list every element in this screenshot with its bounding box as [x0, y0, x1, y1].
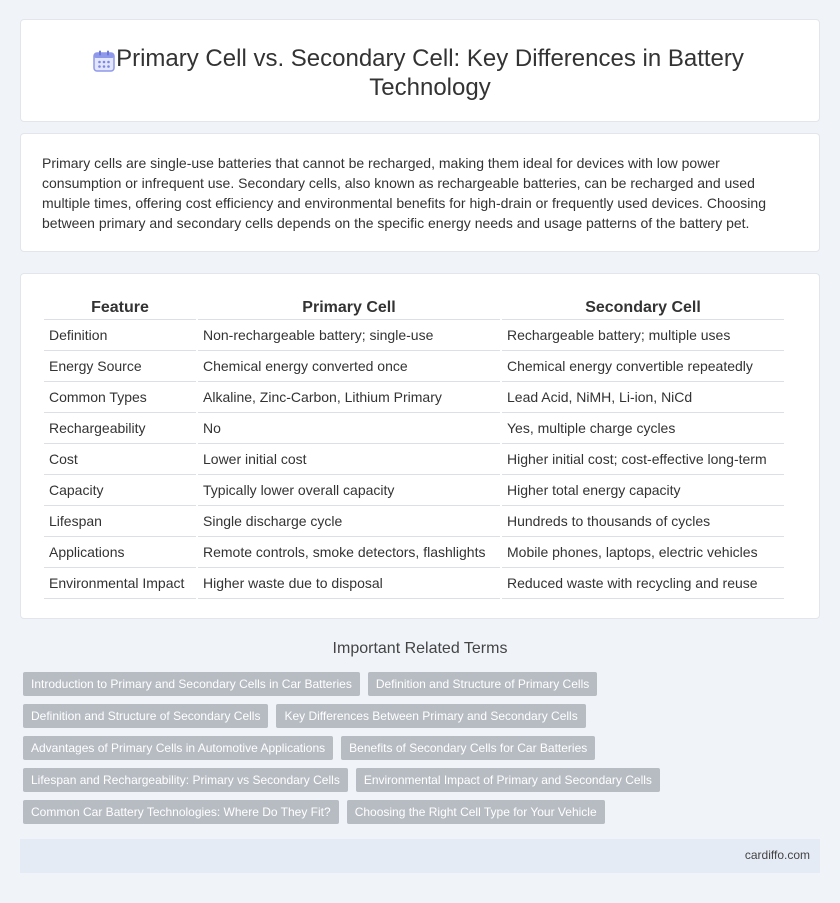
intro-paragraph: Primary cells are single-use batteries that cannot be recharged, making them ideal for devices with low power consumption or infrequent use. Secondary cells, also known as rechargeable batteries, can be recharged and used multiple times, offering cost efficiency and environmental benefits for high-drain or frequently used devices. Choosing between primary and secondary cells depends on the specific energy needs and usage patterns of the battery pet.: [42, 155, 766, 231]
related-terms-list: [23, 672, 803, 824]
related-terms-title: Important Related Terms: [332, 640, 508, 657]
related-term-tag[interactable]: Benefits of Secondary Cells for Car Batteries: [341, 736, 595, 760]
table-cell: Higher initial cost; cost-effective long-term: [502, 444, 784, 475]
table-cell: Energy Source: [44, 351, 196, 382]
table-row: [44, 320, 784, 351]
related-term-tag[interactable]: Environmental Impact of Primary and Secondary Cells: [356, 768, 660, 792]
table-row: [44, 382, 784, 413]
intro-card: [20, 133, 820, 252]
table-row: [44, 413, 784, 444]
comparison-card: [20, 273, 820, 619]
table-cell: Yes, multiple charge cycles: [502, 413, 784, 444]
table-row: [44, 506, 784, 537]
table-row: [44, 351, 784, 382]
table-cell: Rechargeability: [44, 413, 196, 444]
table-cell: Definition: [44, 320, 196, 351]
footer-site-link[interactable]: cardiffo.com: [744, 848, 810, 862]
table-cell: Alkaline, Zinc-Carbon, Lithium Primary: [198, 382, 500, 413]
header-card: [20, 19, 820, 122]
table-cell: Environmental Impact: [44, 568, 196, 599]
table-cell: Cost: [44, 444, 196, 475]
table-cell: Non-rechargeable battery; single-use: [198, 320, 500, 351]
table-cell: Hundreds to thousands of cycles: [502, 506, 784, 537]
table-cell: Reduced waste with recycling and reuse: [502, 568, 784, 599]
related-term-tag[interactable]: Choosing the Right Cell Type for Your Vehicle: [347, 800, 605, 824]
related-term-tag[interactable]: Definition and Structure of Primary Cells: [368, 672, 597, 696]
table-cell: Higher waste due to disposal: [198, 568, 500, 599]
related-term-tag[interactable]: Advantages of Primary Cells in Automotive Applications: [23, 736, 333, 760]
table-cell: Lead Acid, NiMH, Li-ion, NiCd: [502, 382, 784, 413]
related-term-tag[interactable]: Definition and Structure of Secondary Cells: [23, 704, 268, 728]
header-primary-cell: Primary Cell: [198, 296, 500, 320]
table-cell: Chemical energy converted once: [198, 351, 500, 382]
table-cell: Capacity: [44, 475, 196, 506]
table-cell: Higher total energy capacity: [502, 475, 784, 506]
table-cell: Typically lower overall capacity: [198, 475, 500, 506]
comparison-table: [42, 296, 786, 599]
related-term-tag[interactable]: Introduction to Primary and Secondary Cells in Car Batteries: [23, 672, 360, 696]
footer: [20, 839, 820, 873]
table-row: [44, 444, 784, 475]
header-feature: Feature: [44, 296, 196, 320]
table-cell: Applications: [44, 537, 196, 568]
table-cell: Remote controls, smoke detectors, flashlights: [198, 537, 500, 568]
table-cell: No: [198, 413, 500, 444]
table-cell: Mobile phones, laptops, electric vehicles: [502, 537, 784, 568]
related-term-tag[interactable]: Lifespan and Rechargeability: Primary vs Secondary Cells: [23, 768, 348, 792]
table-row: [44, 568, 784, 599]
table-header-row: [44, 296, 784, 320]
header-secondary-cell: Secondary Cell: [502, 296, 784, 320]
table-cell: Single discharge cycle: [198, 506, 500, 537]
table-cell: Rechargeable battery; multiple uses: [502, 320, 784, 351]
page-title: Primary Cell vs. Secondary Cell: Key Differences in Battery Technology: [116, 45, 744, 101]
table-cell: Common Types: [44, 382, 196, 413]
table-cell: Chemical energy convertible repeatedly: [502, 351, 784, 382]
table-row: [44, 475, 784, 506]
table-row: [44, 537, 784, 568]
table-cell: Lower initial cost: [198, 444, 500, 475]
related-term-tag[interactable]: Key Differences Between Primary and Secondary Cells: [276, 704, 585, 728]
table-cell: Lifespan: [44, 506, 196, 537]
related-term-tag[interactable]: Common Car Battery Technologies: Where Do They Fit?: [23, 800, 339, 824]
